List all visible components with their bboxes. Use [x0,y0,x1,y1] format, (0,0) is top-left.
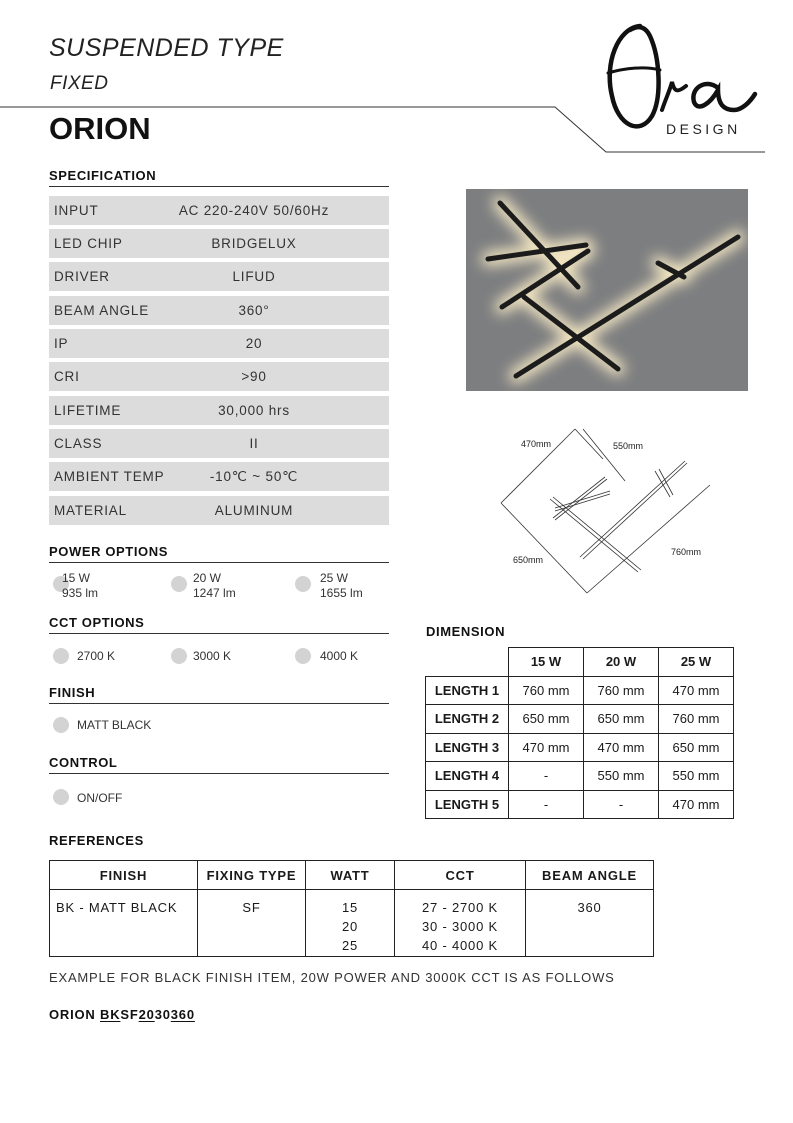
references-title: REFERENCES [49,833,144,848]
code-part: 360 [170,1007,195,1022]
control-title: CONTROL [49,755,118,770]
dimension-title: DIMENSION [426,624,506,639]
spec-row [49,196,389,225]
spec-row [49,229,389,258]
spec-label: MATERIAL [54,503,127,518]
cct-option-4000-radio[interactable] [295,648,311,664]
ora-design-logo [600,18,770,143]
dim-label-470: 470mm [521,439,552,449]
table-cell: 27 - 2700 K 30 - 3000 K 40 - 4000 K [395,890,526,957]
column-header: BEAM ANGLE [526,861,654,890]
table-row [426,790,734,819]
spec-value: AC 220-240V 50/60Hz [178,203,330,218]
row-header: LENGTH 3 [426,733,509,762]
cct-option-3000-label: 3000 K [193,649,232,663]
table-cell: 470 mm [659,676,734,705]
table-cell: 760 mm [659,705,734,734]
table-row [426,676,734,705]
cct-options-title: CCT OPTIONS [49,615,145,630]
table-cell: - [509,790,584,819]
spec-row [49,496,389,525]
power-option-label: 20 W 1247 lm [193,571,236,600]
column-header: 15 W [509,648,584,677]
table-cell: - [509,762,584,791]
column-header: 20 W [584,648,659,677]
cct-options-rule [49,633,389,634]
spec-value: ALUMINUM [214,503,294,518]
row-header: LENGTH 4 [426,762,509,791]
row-header: LENGTH 1 [426,676,509,705]
spec-row [49,362,389,391]
logo-word: DESIGN [666,121,741,137]
power-options-rule [49,562,389,563]
spec-label: LED CHIP [54,236,123,251]
column-header: FINISH [50,861,198,890]
references-table [49,860,654,957]
spec-value: 20 [245,336,263,351]
spec-label: AMBIENT TEMP [54,469,165,484]
table-header-row [50,861,654,890]
specification-rule [49,186,389,187]
dim-label-760: 760mm [671,547,702,557]
column-header: CCT [395,861,526,890]
code-part: 30 [154,1007,171,1022]
table-cell: - [584,790,659,819]
spec-value: LIFUD [232,269,276,284]
table-cell: 15 20 25 [306,890,395,957]
cct-option-4000-label: 4000 K [320,649,359,663]
dim-label-650: 650mm [513,555,544,565]
control-onoff-radio[interactable] [53,789,69,805]
power-options-title: POWER OPTIONS [49,544,169,559]
code-part: ORION [49,1007,101,1022]
product-subtype: FIXED [50,73,109,94]
control-onoff-label: ON/OFF [77,791,123,805]
spec-label: BEAM ANGLE [54,303,150,318]
row-header: LENGTH 5 [426,790,509,819]
option-radio[interactable] [171,576,187,592]
code-part: BK [100,1007,121,1022]
finish-matt-black-label: MATT BLACK [77,718,152,732]
power-option-label: 15 W 935 lm [62,571,99,600]
spec-value: -10℃ ~ 50℃ [209,469,299,484]
code-part: SF [120,1007,139,1022]
product-name: ORION [49,111,151,146]
table-cell: 650 mm [659,733,734,762]
dimension-drawing [495,425,720,605]
example-text: EXAMPLE FOR BLACK FINISH ITEM, 20W POWER AND 3000K CCT IS AS FOLLOWS [49,970,615,985]
finish-matt-black-radio[interactable] [53,717,69,733]
spec-row [49,262,389,291]
spec-row [49,396,389,425]
table-corner [426,648,509,677]
table-cell: BK - MATT BLACK [50,890,198,957]
table-row [50,890,654,957]
spec-row [49,296,389,325]
table-row [426,705,734,734]
spec-row [49,462,389,491]
row-header: LENGTH 2 [426,705,509,734]
finish-rule [49,703,389,704]
spec-label: IP [54,336,69,351]
spec-label: LIFETIME [54,403,122,418]
dim-label-550: 550mm [613,441,644,451]
control-rule [49,773,389,774]
cct-option-2700-label: 2700 K [77,649,116,663]
product-type: SUSPENDED TYPE [49,34,284,62]
dimension-table [425,647,734,819]
specification-title: SPECIFICATION [49,168,157,183]
power-option-label: 25 W 1655 lm [320,571,363,600]
table-cell: 470 mm [509,733,584,762]
spec-value: >90 [241,369,267,384]
spec-label: CRI [54,369,80,384]
table-header-row [426,648,734,677]
example-code [49,1007,195,1022]
table-cell: 360 [526,890,654,957]
table-cell: 650 mm [509,705,584,734]
spec-label: DRIVER [54,269,110,284]
column-header: 25 W [659,648,734,677]
finish-title: FINISH [49,685,96,700]
table-cell: 470 mm [659,790,734,819]
code-part: 20 [138,1007,155,1022]
table-row [426,762,734,791]
column-header: FIXING TYPE [198,861,306,890]
cct-option-2700-radio[interactable] [53,648,69,664]
table-cell: 470 mm [584,733,659,762]
column-header: WATT [306,861,395,890]
table-cell: 760 mm [509,676,584,705]
product-photo [466,189,748,391]
spec-value: II [249,436,259,451]
spec-value: BRIDGELUX [211,236,297,251]
table-row [426,733,734,762]
spec-value: 30,000 hrs [218,403,290,418]
spec-row [49,429,389,458]
table-cell: 550 mm [584,762,659,791]
option-radio[interactable] [295,576,311,592]
cct-option-3000-radio[interactable] [171,648,187,664]
spec-label: CLASS [54,436,103,451]
table-cell: 760 mm [584,676,659,705]
spec-value: 360° [238,303,270,318]
table-cell: 550 mm [659,762,734,791]
table-cell: SF [198,890,306,957]
spec-row [49,329,389,358]
spec-label: INPUT [54,203,99,218]
table-cell: 650 mm [584,705,659,734]
